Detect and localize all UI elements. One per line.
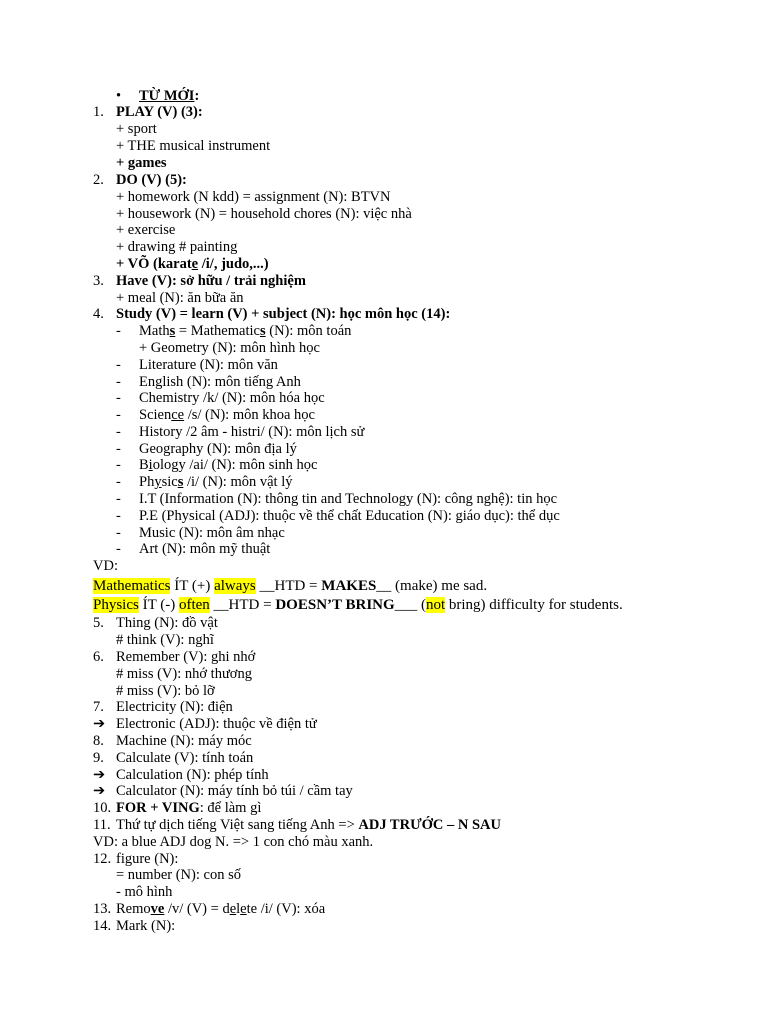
subject-line: - History /2 âm - histri/ (N): môn lịch sử (116, 424, 365, 440)
arrow-line: ➔ Calculation (N): phép tính (93, 767, 269, 783)
list-line: + housework (N) = household chores (N): việc nhà (116, 206, 412, 222)
subject-line: - Literature (N): môn văn (116, 357, 278, 373)
list-line: = number (N): con số (116, 867, 241, 883)
subject-line: - Geography (N): môn địa lý (116, 441, 297, 457)
item-8-line: 8. Machine (N): máy móc (93, 733, 252, 749)
arrow-icon: ➔ (93, 767, 106, 783)
list-line: + THE musical instrument (116, 138, 271, 154)
subject-line: - P.E (Physical (ADJ): thuộc về thể chất Education (N): giáo dục): thể dục (116, 508, 560, 524)
arrow-icon: ➔ (93, 716, 106, 732)
bullet-icon: • (116, 88, 122, 104)
subject-line: - Art (N): môn mỹ thuật (116, 541, 271, 557)
item-12-line: 12. figure (N): (93, 851, 179, 867)
subject-line: - Chemistry /k/ (N): môn hóa học (116, 390, 325, 406)
list-line: # miss (V): nhớ thương (116, 666, 252, 682)
list-line: + meal (N): ăn bữa ăn (116, 290, 244, 306)
subject-line: - English (N): môn tiếng Anh (116, 374, 301, 390)
subject-line: - Maths = Mathematics (N): môn toán (116, 323, 352, 339)
item-number: 1. (93, 104, 104, 120)
dash-bullet: - (116, 323, 121, 339)
item-title: Study (V) = learn (V) + subject (N): học môn học (14): (116, 306, 451, 322)
list-line: + sport (116, 121, 157, 137)
item-1-title-line (0, 104, 740, 121)
example-line: VD: a blue ADJ dog N. => 1 con chó màu xanh. (93, 834, 374, 850)
subject-line: - Science /s/ (N): môn khoa học (116, 407, 315, 423)
item-number: 2. (93, 172, 104, 188)
arrow-line: ➔ Calculator (N): máy tính bỏ túi / cầm tay (93, 783, 353, 799)
subject-line: - Biology /ai/ (N): môn sinh học (116, 457, 318, 473)
item-4-title-line (0, 306, 740, 323)
item-9-line: 9. Calculate (V): tính toán (93, 750, 254, 766)
list-line: + drawing # painting (116, 239, 238, 255)
subject-line: - Music (N): môn âm nhạc (116, 525, 285, 541)
list-line: + VÕ (karate /i/, judo,...) (116, 256, 269, 272)
item-title: DO (V) (5): (116, 172, 187, 188)
list-line: - mô hình (116, 884, 173, 900)
heading-line: • TỪ MỚI: (116, 88, 200, 104)
item-13-line: 13. Remove /v/ (V) = delete /i/ (V): xóa (93, 901, 326, 917)
item-10-line: 10. FOR + VING: để làm gì (93, 800, 262, 816)
item-title: Have (V): sở hữu / trải nghiệm (116, 273, 306, 289)
example-sentence-1: Mathematics ÍT (+) always __HTD = MAKES__ (make) me sad. (93, 578, 488, 594)
item-14-line: 14. Mark (N): (93, 918, 176, 934)
example-label: VD: (93, 558, 118, 574)
item-number: 3. (93, 273, 104, 289)
heading-title: TỪ MỚI (139, 88, 195, 104)
item-title: PLAY (V) (3): (116, 104, 203, 120)
arrow-icon: ➔ (93, 783, 106, 799)
subject-line: + Geometry (N): môn hình học (139, 340, 320, 356)
example-sentence-2: Physics ÍT (-) often __HTD = DOESN’T BRING___ (not bring) difficulty for students. (93, 597, 623, 613)
list-line: # think (V): nghĩ (116, 632, 214, 648)
list-line: + games (116, 155, 167, 171)
subject-line: - I.T (Information (N): thông tin and Technology (N): công nghệ): tin học (116, 491, 558, 507)
list-line: # miss (V): bỏ lỡ (116, 683, 215, 699)
item-3-title-line (0, 273, 740, 290)
item-2-title-line (0, 172, 740, 189)
arrow-line: ➔ Electronic (ADJ): thuộc về điện tử (93, 716, 317, 732)
list-line: + exercise (116, 222, 176, 238)
item-7-line: 7. Electricity (N): điện (93, 699, 233, 715)
item-number: 4. (93, 306, 104, 322)
list-line: + homework (N kdd) = assignment (N): BTVN (116, 189, 391, 205)
subject-line: - Physics /i/ (N): môn vật lý (116, 474, 293, 490)
item-6-line: 6. Remember (V): ghi nhớ (93, 649, 256, 665)
item-11-line: 11. Thứ tự dịch tiếng Việt sang tiếng Anh => ADJ TRƯỚC – N SAU (93, 817, 501, 833)
item-5-line: 5. Thing (N): đồ vật (93, 615, 218, 631)
